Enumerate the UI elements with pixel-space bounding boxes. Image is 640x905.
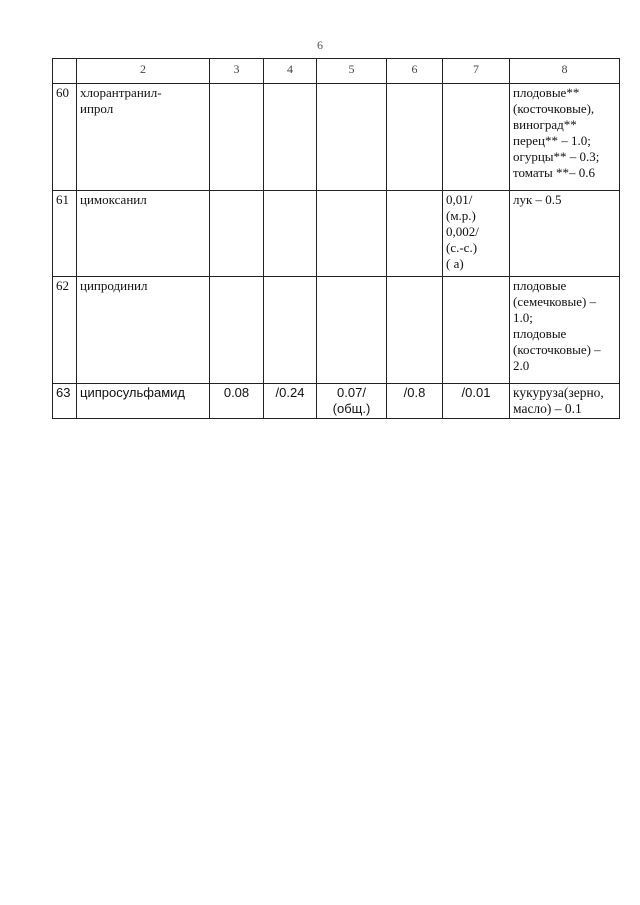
crops-cell: лук – 0.5: [510, 191, 620, 277]
substance-name: цимоксанил: [77, 191, 210, 277]
value-cell: 0.07/ (общ.): [317, 384, 387, 419]
table-row: [53, 384, 620, 419]
substance-name: ципродинил: [77, 277, 210, 384]
value-cell: 0.08: [210, 384, 264, 419]
value-cell: /0.8: [387, 384, 443, 419]
value-cell: /0.24: [264, 384, 317, 419]
value-cell: [264, 84, 317, 191]
table-row: [53, 84, 620, 191]
header-cell-blank: [53, 59, 77, 84]
value-cell: [317, 277, 387, 384]
header-cell: 5: [317, 59, 387, 84]
header-cell: 7: [443, 59, 510, 84]
header-cell: 8: [510, 59, 620, 84]
value-cell: [317, 191, 387, 277]
header-cell: 3: [210, 59, 264, 84]
header-row: [53, 59, 620, 84]
value-cell: [210, 84, 264, 191]
value-cell: [443, 277, 510, 384]
value-cell: [210, 277, 264, 384]
data-table: [52, 58, 620, 419]
value-cell: [317, 84, 387, 191]
row-number: 63: [53, 384, 77, 419]
value-cell: [387, 277, 443, 384]
value-cell: /0.01: [443, 384, 510, 419]
value-cell: 0,01/ (м.р.) 0,002/ (с.-с.) ( а): [443, 191, 510, 277]
row-number: 60: [53, 84, 77, 191]
value-cell: [387, 191, 443, 277]
row-number: 62: [53, 277, 77, 384]
header-cell: 4: [264, 59, 317, 84]
table-row: [53, 277, 620, 384]
value-cell: [264, 277, 317, 384]
crops-cell: плодовые** (косточковые), виноград** перец** – 1.0; огурцы** – 0.3; томаты **– 0.6: [510, 84, 620, 191]
value-cell: [443, 84, 510, 191]
substance-name: ципросульфамид: [77, 384, 210, 419]
value-cell: [264, 191, 317, 277]
crops-cell: плодовые (семечковые) – 1.0; плодовые (косточковые) – 2.0: [510, 277, 620, 384]
header-cell: 2: [77, 59, 210, 84]
header-cell: 6: [387, 59, 443, 84]
crops-cell: кукуруза(зерно, масло) – 0.1: [510, 384, 620, 419]
value-cell: [387, 84, 443, 191]
table-row: [53, 191, 620, 277]
value-cell: [210, 191, 264, 277]
row-number: 61: [53, 191, 77, 277]
substance-name: хлорантранил- ипрол: [77, 84, 210, 191]
page-number: 6: [317, 38, 323, 52]
